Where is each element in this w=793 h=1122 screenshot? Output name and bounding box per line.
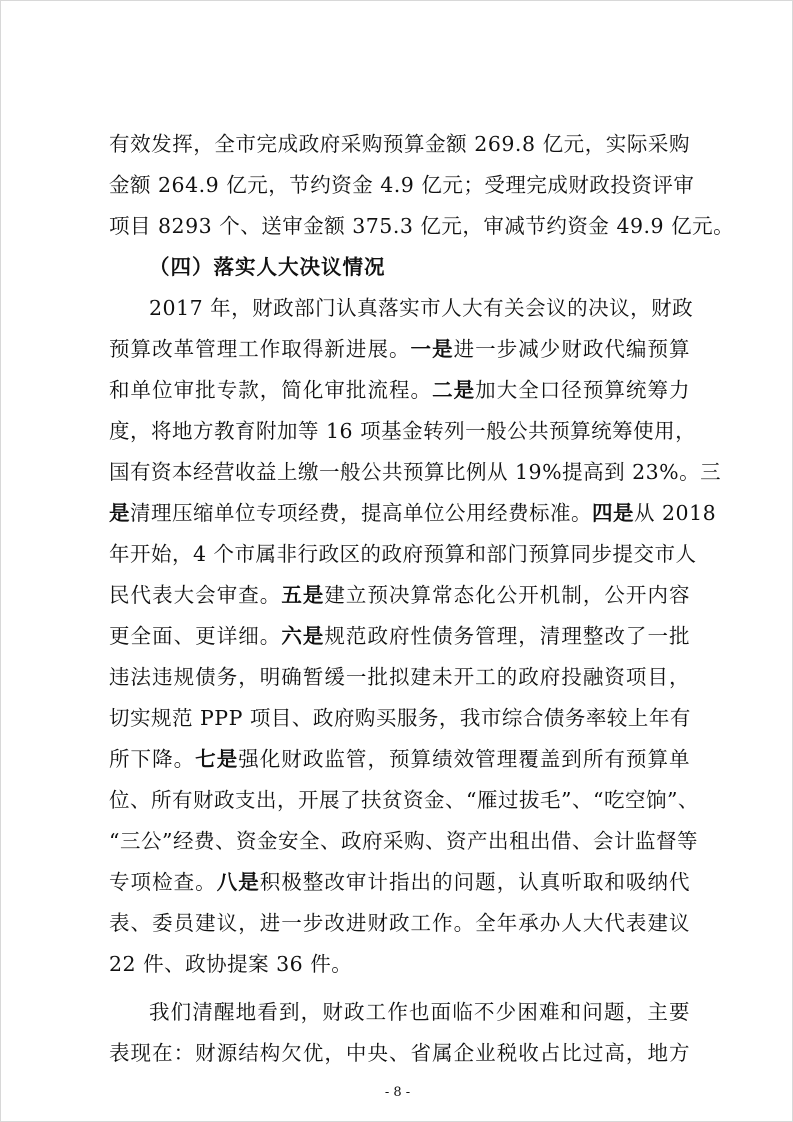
- paragraph-2-line-15: [109, 865, 690, 899]
- text-run: 加大全口径预算统筹力: [475, 378, 691, 402]
- paragraph-2-line-13: 位、所有财政支出，开展了扶贫资金、“雁过拔毛”、“吃空饷”、: [109, 788, 699, 812]
- text-run: 强化财政监管，预算绩效管理覆盖到所有预算单: [238, 747, 691, 771]
- page-number: - 8 -: [384, 1085, 411, 1100]
- text-run: 专项检查。: [109, 870, 217, 894]
- paragraph-2-line-7: 年开始，4 个市属非行政区的政府预算和部门预算同步提交市人: [109, 542, 697, 566]
- emphasis-five: 五是: [281, 583, 325, 607]
- text-run: 规范政府性债务管理，清理整改了一批: [324, 624, 691, 648]
- paragraph-2-line-8: [109, 578, 690, 612]
- emphasis-three-tail: 是: [109, 501, 130, 525]
- paragraph-2-line-11: 切实规范 PPP 项目、政府购买服务，我市综合债务率较上年有: [109, 706, 691, 730]
- paragraph-2-line-14: “三公”经费、资金安全、政府采购、资产出租出借、会计监督等: [109, 829, 698, 853]
- paragraph-2-line-12: [109, 742, 690, 776]
- paragraph-2-line-6: [109, 496, 717, 530]
- paragraph-1-line-1: 有效发挥，全市完成政府采购预算金额 269.8 亿元，实际采购: [109, 132, 690, 156]
- paragraph-2-line-5: 国有资本经营收益上缴一般公共预算比例从 19%提高到 23%。三: [109, 460, 722, 484]
- text-run: 和单位审批专款，简化审批流程。: [109, 378, 433, 402]
- paragraph-2-line-2: [109, 332, 690, 366]
- paragraph-2-line-10: 违法违规债务，明确暂缓一批拟建未开工的政府投融资项目，: [109, 665, 690, 689]
- emphasis-two: 二是: [432, 378, 476, 402]
- text-run: 所下降。: [109, 747, 196, 771]
- paragraph-2-line-16: 表、委员建议，进一步改进财政工作。全年承办人大代表建议: [109, 911, 690, 935]
- emphasis-eight: 八是: [216, 870, 260, 894]
- emphasis-four: 四是: [592, 501, 634, 525]
- text-run: 从 2018: [634, 501, 717, 525]
- paragraph-2-line-17: 22 件、政协提案 36 件。: [109, 952, 353, 976]
- emphasis-six: 六是: [281, 624, 325, 648]
- paragraph-2-line-1: 2017 年，财政部门认真落实市人大有关会议的决议，财政: [149, 296, 694, 320]
- paragraph-1-line-2: 金额 264.9 亿元，节约资金 4.9 亿元；受理完成财政投资评审: [109, 173, 695, 197]
- text-run: 更全面、更详细。: [109, 624, 282, 648]
- section-heading: （四）落实人大决议情况: [149, 255, 386, 279]
- paragraph-3-line-1: 我们清醒地看到，财政工作也面临不少困难和问题，主要: [149, 1000, 690, 1024]
- text-run: 进一步减少财政代编预算: [453, 337, 691, 361]
- paragraph-2-line-3: [109, 373, 690, 407]
- emphasis-one: 一是: [410, 337, 454, 361]
- paragraph-1-line-3: 项目 8293 个、送审金额 375.3 亿元，审减节约资金 49.9 亿元。: [109, 214, 735, 238]
- text-run: 预算改革管理工作取得新进展。: [109, 337, 411, 361]
- text-run: 积极整改审计指出的问题，认真听取和吸纳代: [259, 870, 691, 894]
- text-run: 清理压缩单位专项经费，提高单位公用经费标准。: [130, 501, 592, 525]
- paragraph-3-line-2: 表现在：财源结构欠优，中央、省属企业税收占比过高，地方: [109, 1041, 690, 1065]
- text-run: 民代表大会审查。: [109, 583, 282, 607]
- emphasis-seven: 七是: [195, 747, 239, 771]
- text-run: 建立预决算常态化公开机制，公开内容: [324, 583, 691, 607]
- paragraph-2-line-9: [109, 619, 690, 653]
- paragraph-2-line-4: 度，将地方教育附加等 16 项基金转列一般公共预算统筹使用，: [109, 419, 697, 443]
